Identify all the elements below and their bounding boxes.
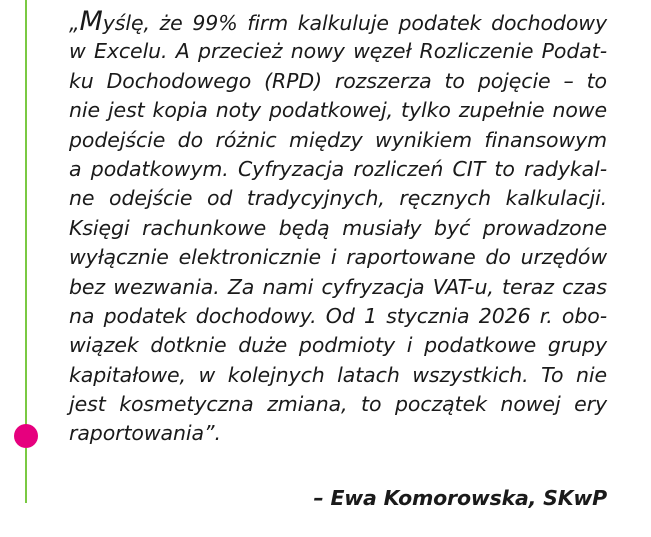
quote-line: ne odejście od tradycyjnych, ręcznych kalkulacji. [69, 186, 607, 211]
quote-line-text: yślę, że 99% firm kalkuluje podatek dochodowy [102, 11, 607, 35]
quote-line: raportowania”. [69, 421, 221, 446]
quote-initial: M [79, 6, 103, 37]
decorative-line-top [25, 0, 27, 426]
quote-line: wiązek dotknie duże podmioty i podatkowe grupy [69, 333, 607, 358]
quote-line: ku Dochodowego (RPD) rozszerza to pojęcie – to [69, 68, 607, 93]
quote-attribution: – Ewa Komorowska, SKwP [313, 486, 607, 510]
decorative-line-bottom [25, 448, 27, 503]
quote-line: Księgi rachunkowe będą musiały być prowadzone [69, 215, 607, 240]
quote-line: kapitałowe, w kolejnych latach wszystkich. To nie [69, 362, 607, 387]
quote-line [69, 8, 607, 37]
quote-line: w Excelu. A przecież nowy węzeł Rozliczenie Podat- [69, 39, 607, 64]
quote-line: bez wezwania. Za nami cyfryzacja VAT-u, teraz czas [69, 274, 607, 299]
quote-line: jest kosmetyczna zmiana, to początek nowej ery [69, 392, 607, 417]
quote-line: podejście do różnic między wynikiem finansowym [69, 127, 607, 152]
quote-block [69, 8, 607, 449]
quote-line: na podatek dochodowy. Od 1 stycznia 2026 r. obo- [69, 303, 607, 328]
quote-line: nie jest kopia noty podatkowej, tylko zupełnie nowe [69, 98, 607, 123]
quote-line: a podatkowym. Cyfryzacja rozliczeń CIT to radykal- [69, 156, 607, 181]
opening-quote-mark: „ [69, 11, 80, 35]
accent-dot [14, 424, 38, 448]
quote-line: wyłącznie elektronicznie i raportowane do urzędów [69, 245, 607, 270]
